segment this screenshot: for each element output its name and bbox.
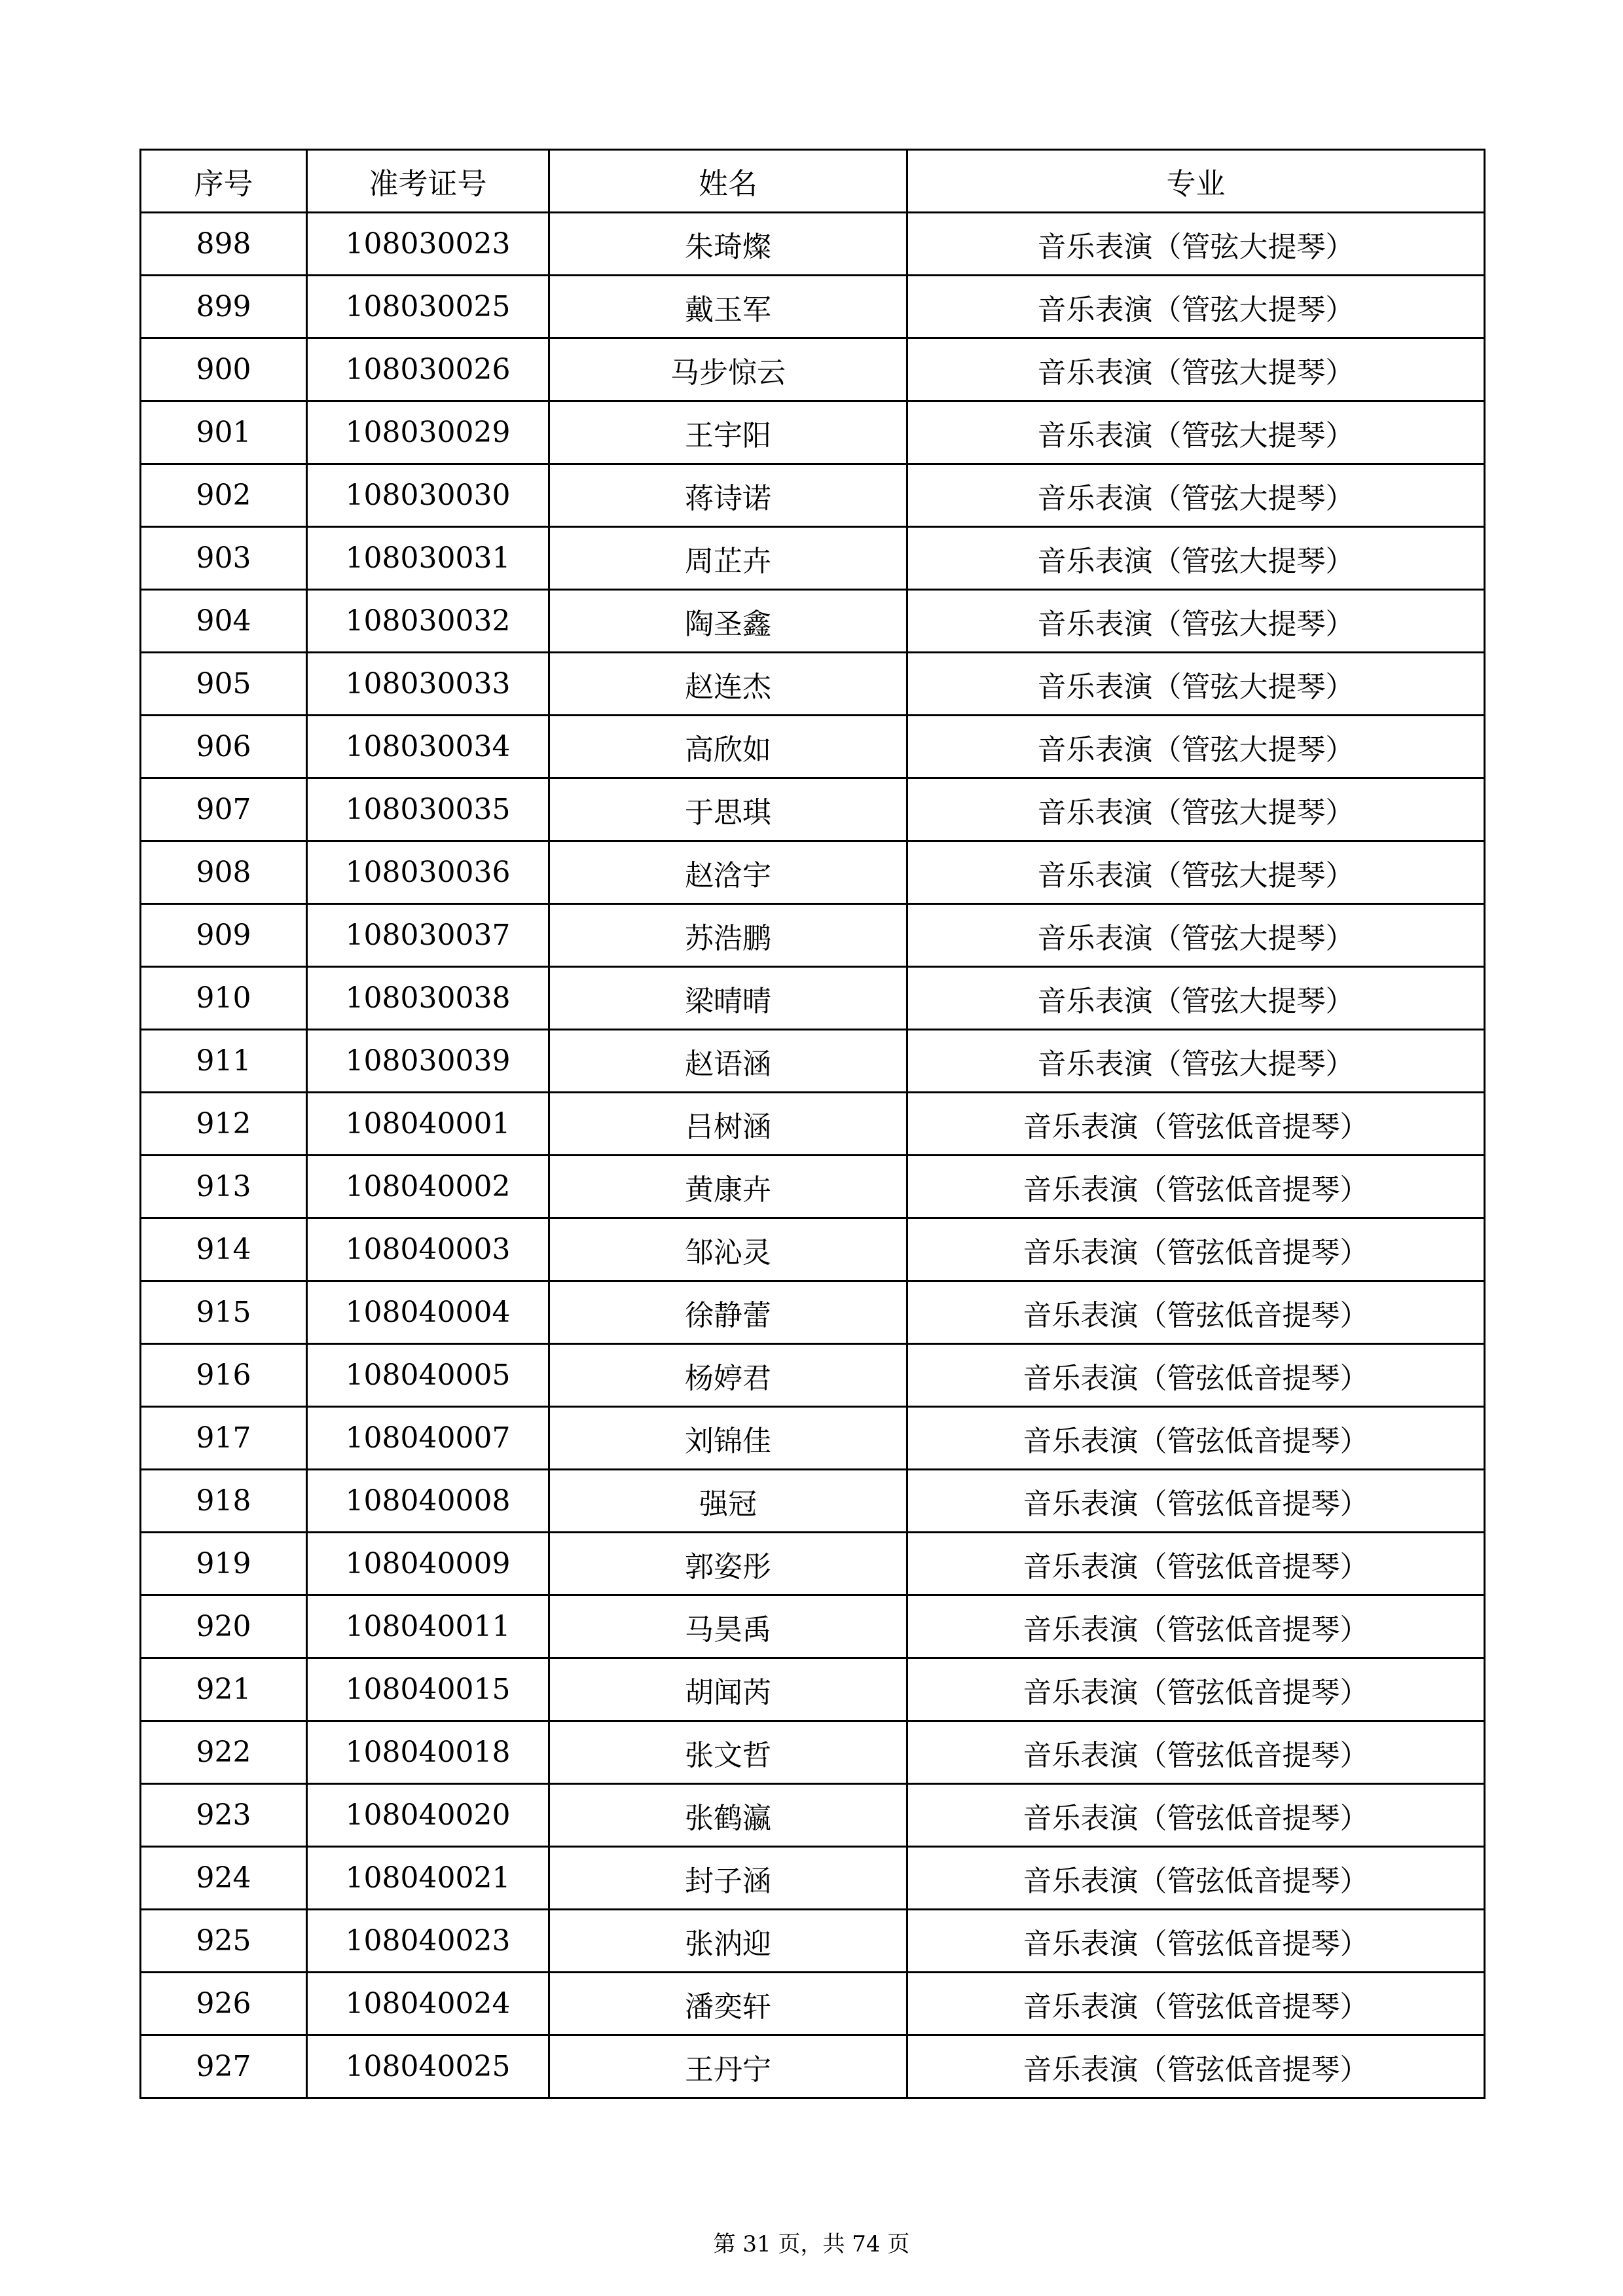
cell-major: 音乐表演（管弦低音提琴）	[907, 1658, 1485, 1721]
cell-major: 音乐表演（管弦大提琴）	[907, 338, 1485, 401]
cell-major: 音乐表演（管弦低音提琴）	[907, 1344, 1485, 1407]
header-major: 专业	[907, 150, 1485, 213]
cell-name: 王丹宁	[549, 2035, 907, 2098]
cell-exam-id: 108030037	[307, 904, 549, 967]
cell-major: 音乐表演（管弦低音提琴）	[907, 1721, 1485, 1784]
table-row	[141, 1721, 1485, 1784]
cell-exam-id: 108030023	[307, 213, 549, 276]
table-row	[141, 1218, 1485, 1281]
cell-seq: 922	[141, 1721, 307, 1784]
cell-exam-id: 108030029	[307, 401, 549, 464]
table-row	[141, 778, 1485, 841]
cell-name: 吕树涵	[549, 1093, 907, 1156]
cell-exam-id: 108030026	[307, 338, 549, 401]
cell-seq: 916	[141, 1344, 307, 1407]
cell-exam-id: 108040011	[307, 1595, 549, 1658]
cell-seq: 899	[141, 276, 307, 338]
cell-seq: 923	[141, 1784, 307, 1847]
cell-name: 郭姿彤	[549, 1533, 907, 1595]
cell-seq: 906	[141, 716, 307, 778]
cell-name: 黄康卉	[549, 1156, 907, 1218]
table-row	[141, 967, 1485, 1030]
table-row	[141, 527, 1485, 590]
cell-seq: 918	[141, 1470, 307, 1533]
cell-exam-id: 108040023	[307, 1910, 549, 1973]
cell-major: 音乐表演（管弦大提琴）	[907, 904, 1485, 967]
cell-seq: 908	[141, 841, 307, 904]
cell-major: 音乐表演（管弦大提琴）	[907, 527, 1485, 590]
cell-major: 音乐表演（管弦低音提琴）	[907, 1910, 1485, 1973]
cell-seq: 901	[141, 401, 307, 464]
cell-exam-id: 108040025	[307, 2035, 549, 2098]
cell-seq: 912	[141, 1093, 307, 1156]
table-header	[141, 150, 1485, 213]
cell-major: 音乐表演（管弦大提琴）	[907, 967, 1485, 1030]
header-seq: 序号	[141, 150, 307, 213]
cell-seq: 907	[141, 778, 307, 841]
cell-name: 戴玉军	[549, 276, 907, 338]
cell-exam-id: 108040009	[307, 1533, 549, 1595]
cell-seq: 910	[141, 967, 307, 1030]
cell-name: 于思琪	[549, 778, 907, 841]
cell-name: 朱琦燦	[549, 213, 907, 276]
table-row	[141, 338, 1485, 401]
header-exam-id: 准考证号	[307, 150, 549, 213]
cell-major: 音乐表演（管弦低音提琴）	[907, 2035, 1485, 2098]
cell-major: 音乐表演（管弦低音提琴）	[907, 1281, 1485, 1344]
table-row	[141, 904, 1485, 967]
table-row	[141, 464, 1485, 527]
cell-major: 音乐表演（管弦大提琴）	[907, 841, 1485, 904]
cell-seq: 905	[141, 653, 307, 716]
cell-exam-id: 108040007	[307, 1407, 549, 1470]
header-row	[141, 150, 1485, 213]
cell-major: 音乐表演（管弦大提琴）	[907, 1030, 1485, 1093]
cell-major: 音乐表演（管弦低音提琴）	[907, 1093, 1485, 1156]
cell-seq: 898	[141, 213, 307, 276]
cell-exam-id: 108040021	[307, 1847, 549, 1910]
table-row	[141, 213, 1485, 276]
cell-seq: 904	[141, 590, 307, 653]
cell-major: 音乐表演（管弦大提琴）	[907, 590, 1485, 653]
cell-major: 音乐表演（管弦低音提琴）	[907, 1595, 1485, 1658]
table-row	[141, 1595, 1485, 1658]
cell-seq: 902	[141, 464, 307, 527]
cell-major: 音乐表演（管弦低音提琴）	[907, 1784, 1485, 1847]
cell-name: 邹沁灵	[549, 1218, 907, 1281]
cell-seq: 919	[141, 1533, 307, 1595]
table-row	[141, 716, 1485, 778]
cell-major: 音乐表演（管弦低音提琴）	[907, 1407, 1485, 1470]
table-row	[141, 1910, 1485, 1973]
cell-name: 梁晴晴	[549, 967, 907, 1030]
cell-name: 王宇阳	[549, 401, 907, 464]
cell-name: 赵浛宇	[549, 841, 907, 904]
table-row	[141, 1658, 1485, 1721]
cell-name: 张汭迎	[549, 1910, 907, 1973]
cell-major: 音乐表演（管弦低音提琴）	[907, 1533, 1485, 1595]
table-row	[141, 590, 1485, 653]
cell-name: 徐静蕾	[549, 1281, 907, 1344]
cell-exam-id: 108030039	[307, 1030, 549, 1093]
cell-seq: 911	[141, 1030, 307, 1093]
cell-major: 音乐表演（管弦大提琴）	[907, 778, 1485, 841]
cell-seq: 926	[141, 1973, 307, 2035]
cell-exam-id: 108040008	[307, 1470, 549, 1533]
cell-name: 张鹤瀛	[549, 1784, 907, 1847]
roster-table	[139, 149, 1486, 2099]
table-row	[141, 1533, 1485, 1595]
cell-major: 音乐表演（管弦低音提琴）	[907, 1218, 1485, 1281]
cell-major: 音乐表演（管弦大提琴）	[907, 716, 1485, 778]
table-row	[141, 1030, 1485, 1093]
cell-seq: 900	[141, 338, 307, 401]
cell-seq: 903	[141, 527, 307, 590]
cell-exam-id: 108040020	[307, 1784, 549, 1847]
cell-name: 赵语涵	[549, 1030, 907, 1093]
cell-seq: 925	[141, 1910, 307, 1973]
table-row	[141, 401, 1485, 464]
cell-major: 音乐表演（管弦大提琴）	[907, 276, 1485, 338]
cell-exam-id: 108030033	[307, 653, 549, 716]
cell-name: 潘奕轩	[549, 1973, 907, 2035]
cell-name: 刘锦佳	[549, 1407, 907, 1470]
cell-name: 张文哲	[549, 1721, 907, 1784]
cell-major: 音乐表演（管弦低音提琴）	[907, 1973, 1485, 2035]
cell-exam-id: 108030032	[307, 590, 549, 653]
cell-name: 胡闻芮	[549, 1658, 907, 1721]
cell-seq: 913	[141, 1156, 307, 1218]
table-row	[141, 653, 1485, 716]
table-body	[141, 213, 1485, 2098]
cell-major: 音乐表演（管弦大提琴）	[907, 401, 1485, 464]
cell-major: 音乐表演（管弦低音提琴）	[907, 1156, 1485, 1218]
table-row	[141, 1156, 1485, 1218]
cell-seq: 914	[141, 1218, 307, 1281]
table-row	[141, 1344, 1485, 1407]
cell-name: 高欣如	[549, 716, 907, 778]
cell-exam-id: 108030031	[307, 527, 549, 590]
cell-exam-id: 108030036	[307, 841, 549, 904]
cell-major: 音乐表演（管弦低音提琴）	[907, 1470, 1485, 1533]
cell-exam-id: 108040004	[307, 1281, 549, 1344]
cell-major: 音乐表演（管弦低音提琴）	[907, 1847, 1485, 1910]
cell-name: 陶圣鑫	[549, 590, 907, 653]
cell-name: 蒋诗诺	[549, 464, 907, 527]
cell-exam-id: 108030035	[307, 778, 549, 841]
cell-exam-id: 108040024	[307, 1973, 549, 2035]
cell-exam-id: 108040003	[307, 1218, 549, 1281]
cell-exam-id: 108040015	[307, 1658, 549, 1721]
cell-name: 马步惊云	[549, 338, 907, 401]
table-row	[141, 1470, 1485, 1533]
table-row	[141, 1281, 1485, 1344]
header-name: 姓名	[549, 150, 907, 213]
cell-exam-id: 108030030	[307, 464, 549, 527]
table-row	[141, 276, 1485, 338]
page-number: 第 31 页，共 74 页	[713, 2231, 910, 2257]
cell-seq: 921	[141, 1658, 307, 1721]
cell-major: 音乐表演（管弦大提琴）	[907, 464, 1485, 527]
cell-exam-id: 108030034	[307, 716, 549, 778]
table-row	[141, 1847, 1485, 1910]
cell-name: 马昊禹	[549, 1595, 907, 1658]
cell-name: 杨婷君	[549, 1344, 907, 1407]
cell-exam-id: 108040018	[307, 1721, 549, 1784]
cell-name: 苏浩鹏	[549, 904, 907, 967]
cell-exam-id: 108040002	[307, 1156, 549, 1218]
cell-exam-id: 108030025	[307, 276, 549, 338]
cell-seq: 927	[141, 2035, 307, 2098]
table-row	[141, 841, 1485, 904]
cell-major: 音乐表演（管弦大提琴）	[907, 213, 1485, 276]
cell-name: 强冠	[549, 1470, 907, 1533]
cell-seq: 915	[141, 1281, 307, 1344]
cell-seq: 920	[141, 1595, 307, 1658]
cell-seq: 924	[141, 1847, 307, 1910]
table-row	[141, 1973, 1485, 2035]
cell-name: 周芷卉	[549, 527, 907, 590]
table-row	[141, 2035, 1485, 2098]
table-row	[141, 1784, 1485, 1847]
cell-seq: 917	[141, 1407, 307, 1470]
cell-exam-id: 108030038	[307, 967, 549, 1030]
cell-exam-id: 108040001	[307, 1093, 549, 1156]
cell-major: 音乐表演（管弦大提琴）	[907, 653, 1485, 716]
table-row	[141, 1407, 1485, 1470]
cell-name: 封子涵	[549, 1847, 907, 1910]
table-row	[141, 1093, 1485, 1156]
cell-exam-id: 108040005	[307, 1344, 549, 1407]
cell-name: 赵连杰	[549, 653, 907, 716]
cell-seq: 909	[141, 904, 307, 967]
